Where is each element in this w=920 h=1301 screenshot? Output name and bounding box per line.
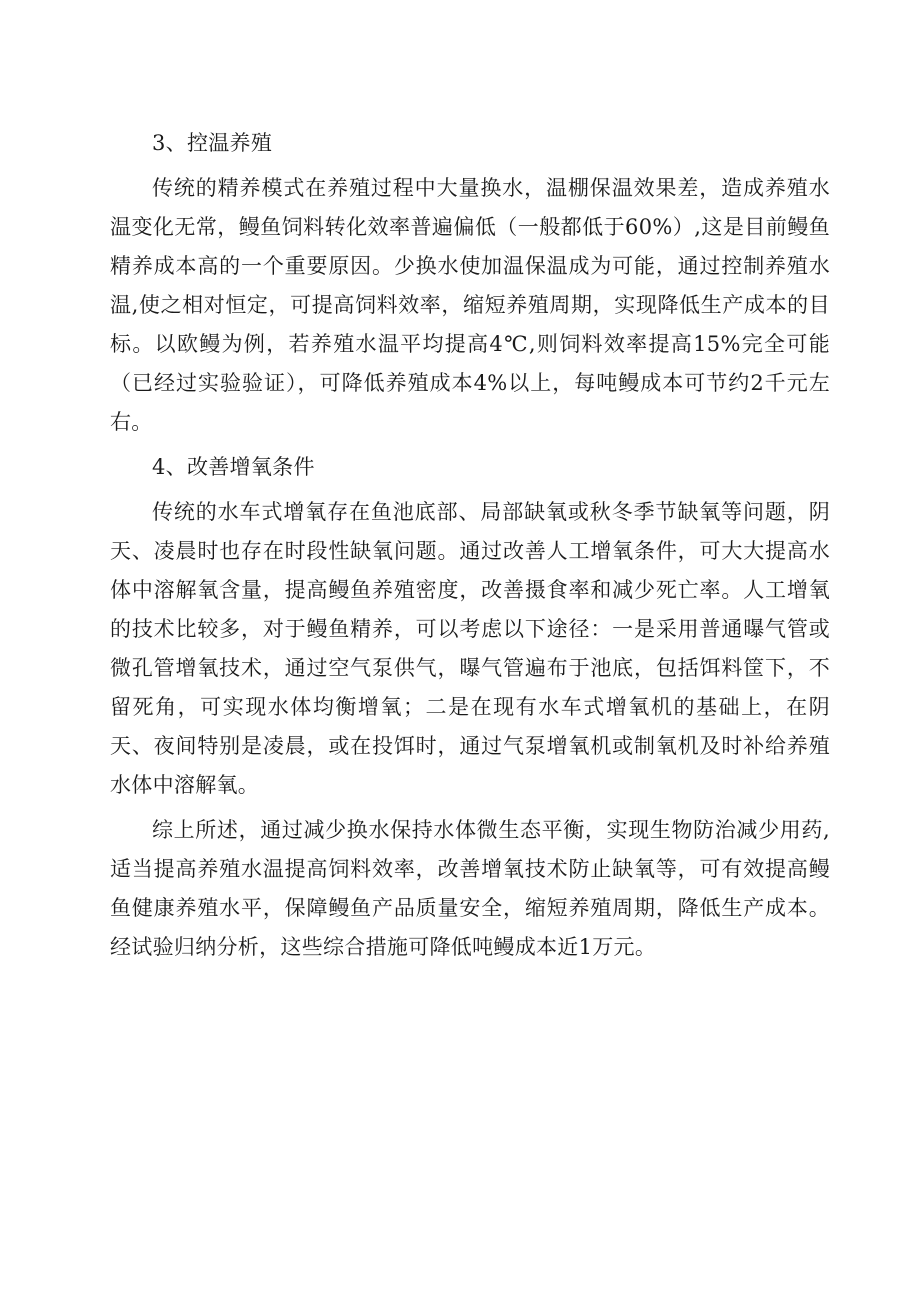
section-3-paragraph: 传统的精养模式在养殖过程中大量换水，温棚保温效果差，造成养殖水温变化无常，鳗鱼饲料转化效率普遍偏低（一般都低于60%）,这是目前鳗鱼精养成本高的一个重要原因。少换水使加温保温成为可能，通过控制养殖水温,使之相对恒定，可提高饲料效率，缩短养殖周期，实现降低生产成本的目标。以欧鳗为例，若养殖水温平均提高4℃,则饲料效率提高15%完全可能（已经过实验验证），可降低养殖成本4%以上，每吨鳗成本可节约2千元左右。 [110,176,830,434]
document-body [110,124,830,973]
section-4-heading: 4、改善增氧条件 [152,455,315,479]
section-4-paragraph: 传统的水车式增氧存在鱼池底部、局部缺氧或秋冬季节缺氧等问题，阴天、凌晨时也存在时段性缺氧问题。通过改善人工增氧条件，可大大提高水体中溶解氧含量，提高鳗鱼养殖密度，改善摄食率和减少死亡率。人工增氧的技术比较多，对于鳗鱼精养，可以考虑以下途径：一是采用普通曝气管或微孔管增氧技术，通过空气泵供气，曝气管遍布于池底，包括饵料筐下，不留死角，可实现水体均衡增氧；二是在现有水车式增氧机的基础上，在阴天、夜间特别是凌晨，或在投饵时，通过气泵增氧机或制氧机及时补给养殖水体中溶解氧。 [110,500,830,797]
summary-paragraph: 综上所述，通过减少换水保持水体微生态平衡，实现生物防治减少用药,适当提高养殖水温提高饲料效率，改善增氧技术防止缺氧等，可有效提高鳗鱼健康养殖水平，保障鳗鱼产品质量安全，缩短养殖周期，降低生产成本。经试验归纳分析，这些综合措施可降低吨鳗成本近1万元。 [110,818,830,959]
section-3-heading: 3、控温养殖 [152,131,273,155]
